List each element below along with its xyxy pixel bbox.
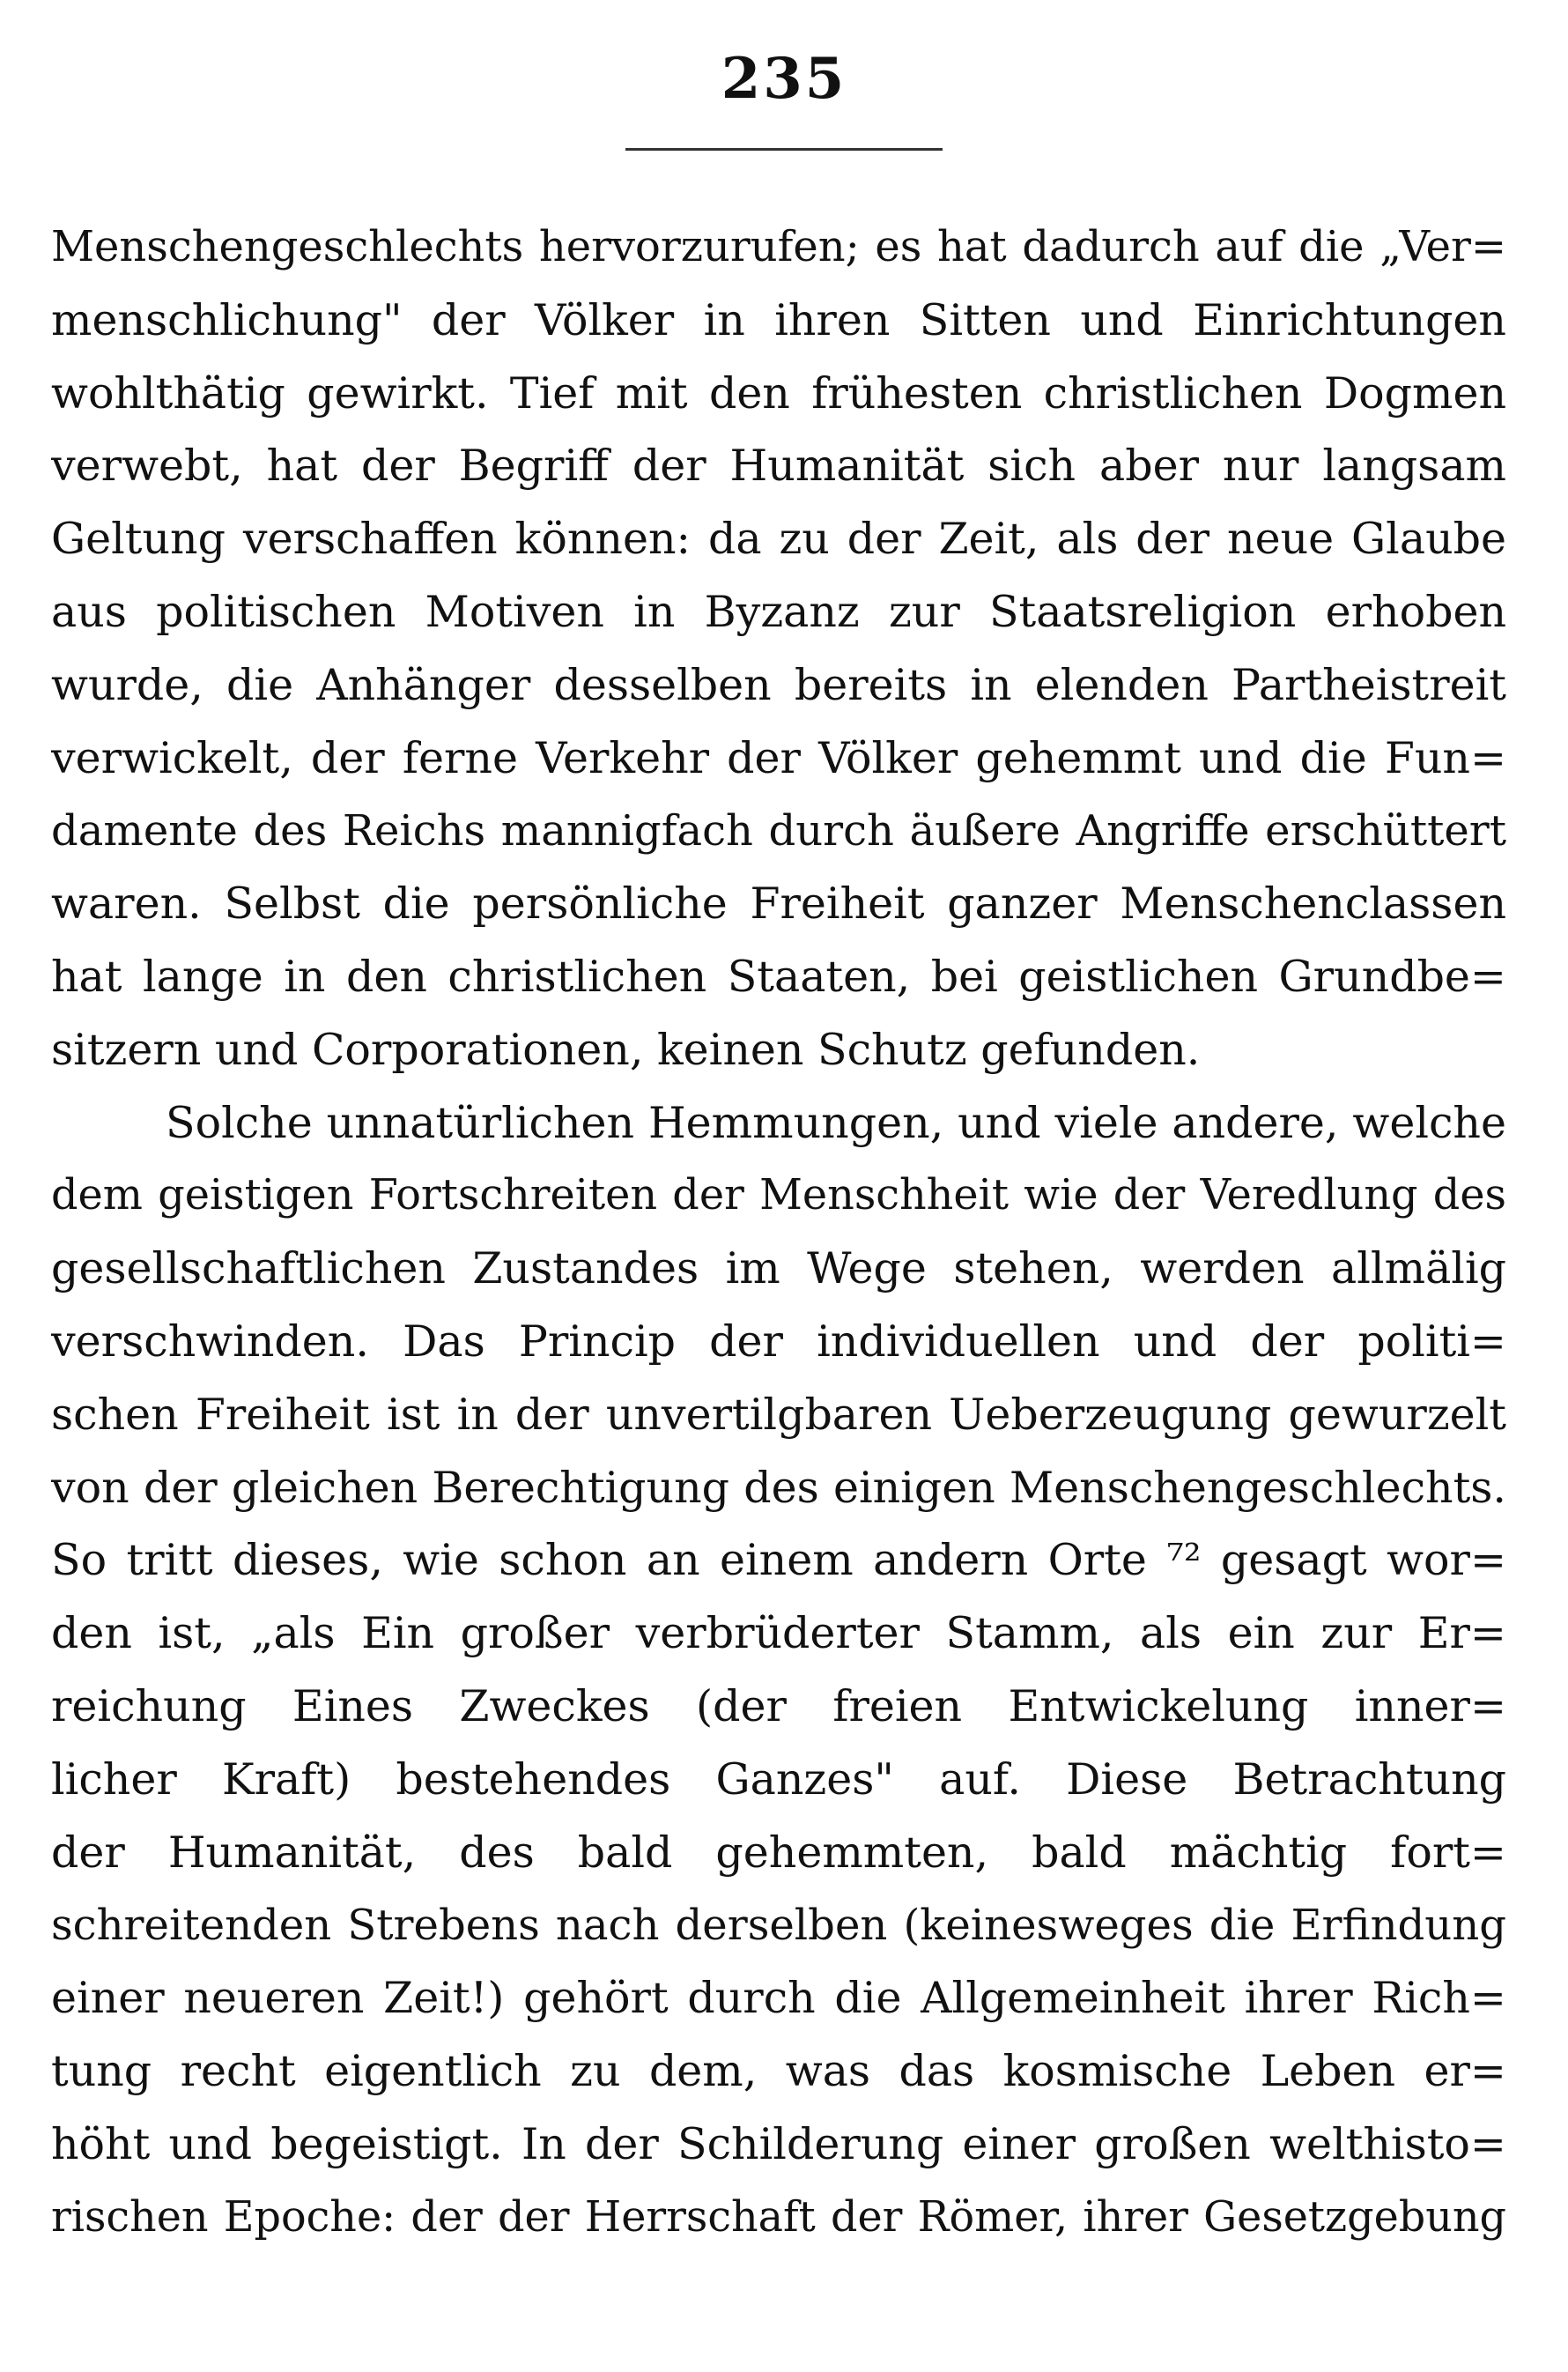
text-line: den ist, „als Ein großer verbrüderter Stamm, als ein zur Er= [51, 1608, 1506, 1659]
text-line: von der gleichen Berechtigung des einigen Menschengeschlechts. [51, 1462, 1506, 1513]
text-line: licher Kraft) bestehendes Ganzes" auf. Diese Betrachtung [51, 1753, 1506, 1805]
paragraph-1 [51, 211, 1506, 1087]
text-line: hat lange in den christlichen Staaten, bei geistlichen Grundbe= [51, 951, 1506, 1002]
text-line: schen Freiheit ist in der unvertilgbaren Ueberzeugung gewurzelt [51, 1389, 1506, 1440]
text-line: der Humanität, des bald gehemmten, bald mächtig fort= [51, 1827, 1506, 1878]
text-line: Menschengeschlechts hervorzurufen; es hat dadurch auf die „Ver= [51, 223, 1506, 271]
text-line: verwebt, hat der Begriff der Humanität sich aber nur langsam [51, 441, 1506, 492]
text-line: reichung Eines Zweckes (der freien Entwickelung inner= [51, 1680, 1506, 1731]
text-line: sitzern und Corporationen, keinen Schutz gefunden. [51, 1024, 1201, 1075]
text-line: menschlichung" der Völker in ihren Sitten und Einrichtungen [51, 294, 1506, 345]
text-line: rischen Epoche: der der Herrschaft der Römer, ihrer Gesetzgebung [51, 2192, 1506, 2242]
text-line: gesellschaftlichen Zustandes im Wege stehen, werden allmälig [51, 1243, 1506, 1294]
text-line: schreitenden Strebens nach derselben (keinesweges die Erfindung [51, 1901, 1506, 1951]
header-rule [625, 148, 943, 151]
text-line: aus politischen Motiven in Byzanz zur Staatsreligion erhoben [51, 586, 1506, 637]
text-line: So tritt dieses, wie schon an einem andern Orte ⁷² gesagt wor= [51, 1535, 1506, 1586]
text-line: waren. Selbst die persönliche Freiheit ganzer Menschenclassen [51, 878, 1506, 930]
text-line: verschwinden. Das Princip der individuellen und der politi= [51, 1316, 1506, 1367]
paragraph-2 [51, 1087, 1506, 2255]
text-line: höht und begeistigt. In der Schilderung einer großen welthisto= [51, 2118, 1506, 2169]
body-text [51, 211, 1506, 2254]
text-line: Solche unnatürlichen Hemmungen, und viele andere, welche [166, 1097, 1506, 1148]
text-line: wohlthätig gewirkt. Tief mit den frühesten christlichen Dogmen [51, 367, 1506, 419]
text-line: dem geistigen Fortschreiten der Menschheit wie der Veredlung des [51, 1171, 1506, 1220]
text-line: damente des Reichs mannigfach durch äußere Angriffe erschüttert [51, 806, 1506, 856]
page-number: 235 [721, 46, 847, 112]
text-line: wurde, die Anhänger desselben bereits in elenden Partheistreit [51, 659, 1506, 710]
text-line: tung recht eigentlich zu dem, was das kosmische Leben er= [51, 2045, 1506, 2096]
text-line: einer neueren Zeit!) gehört durch die Allgemeinheit ihrer Rich= [51, 1973, 1506, 2024]
text-line: Geltung verschaffen können: da zu der Zeit, als der neue Glaube [51, 514, 1506, 565]
text-line: verwickelt, der ferne Verkehr der Völker gehemmt und die Fun= [51, 732, 1506, 783]
